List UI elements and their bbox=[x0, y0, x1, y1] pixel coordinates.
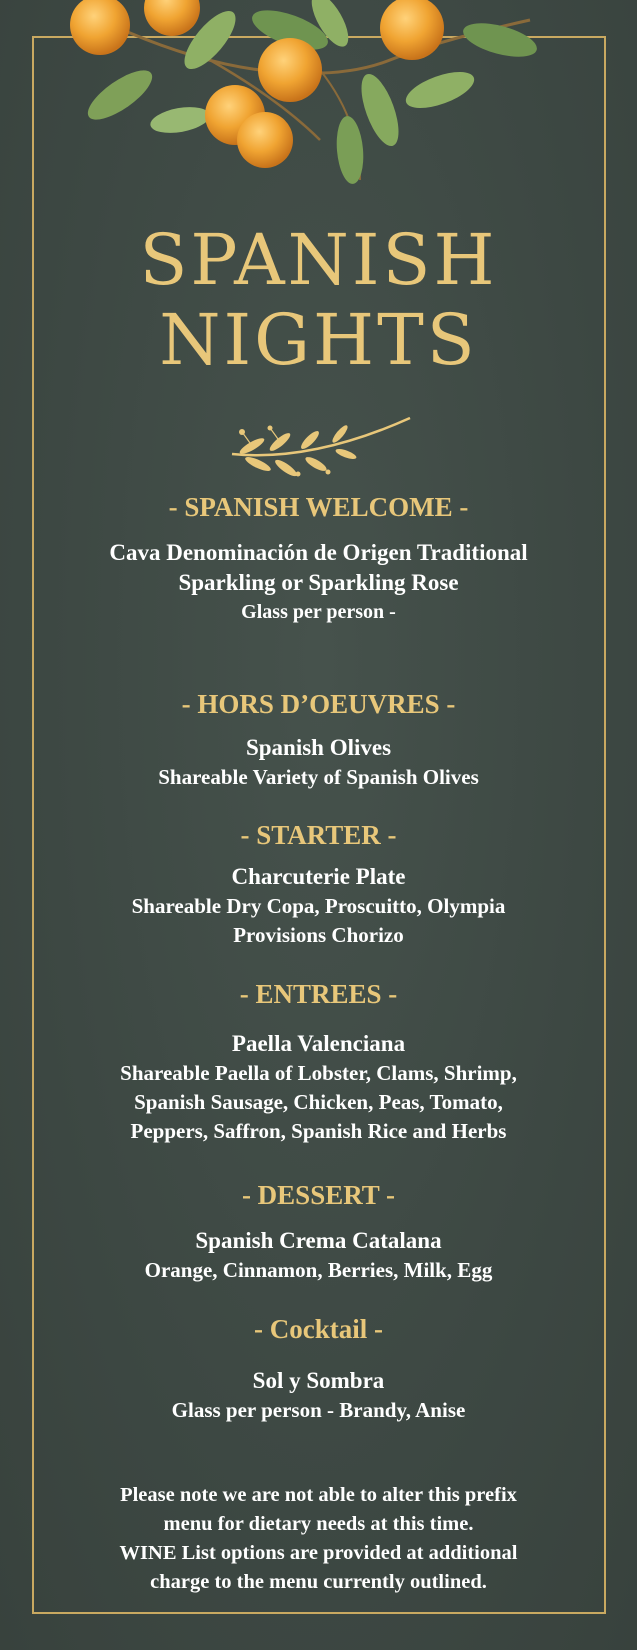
item-name: Paella Valenciana bbox=[231, 1031, 406, 1056]
item-desc: Sparkling or Sparkling Rose bbox=[178, 570, 459, 595]
item-desc: Spanish Sausage, Chicken, Peas, Tomato, bbox=[134, 1090, 503, 1114]
item-desc: Orange, Cinnamon, Berries, Milk, Egg bbox=[144, 1258, 493, 1282]
section-heading: - Cocktail - bbox=[254, 1314, 383, 1344]
item-desc: Shareable Variety of Spanish Olives bbox=[158, 765, 479, 789]
item-name: Cava Denominación de Origen Traditional bbox=[109, 540, 528, 565]
section-heading: - STARTER - bbox=[240, 820, 397, 850]
section-heading: - SPANISH WELCOME - bbox=[168, 492, 469, 522]
item-desc: Peppers, Saffron, Spanish Rice and Herbs bbox=[130, 1119, 507, 1143]
item-desc: Glass per person - bbox=[241, 601, 396, 623]
section-heading: - DESSERT - bbox=[241, 1180, 396, 1210]
item-name: Charcuterie Plate bbox=[231, 864, 406, 889]
note-line: Please note we are not able to alter this prefix bbox=[120, 1484, 517, 1506]
section-welcome bbox=[40, 490, 597, 626]
title-line-1: SPANISH bbox=[139, 219, 498, 301]
note-line: menu for dietary needs at this time. bbox=[163, 1513, 474, 1535]
section-starter bbox=[40, 818, 597, 950]
item-desc: Glass per person - Brandy, Anise bbox=[171, 1398, 466, 1422]
item-desc: Provisions Chorizo bbox=[233, 923, 404, 947]
item-desc: Shareable Paella of Lobster, Clams, Shrimp, bbox=[120, 1061, 517, 1085]
section-cocktail bbox=[40, 1312, 597, 1425]
note-line: WINE List options are provided at additional bbox=[119, 1542, 518, 1564]
dietary-note bbox=[40, 1481, 597, 1597]
section-heading: - ENTREES - bbox=[239, 979, 398, 1009]
item-desc: Shareable Dry Copa, Proscuitto, Olympia bbox=[131, 894, 506, 918]
item-name: Sol y Sombra bbox=[252, 1368, 385, 1393]
section-entrees bbox=[40, 977, 597, 1146]
title-line-2: NIGHTS bbox=[159, 299, 478, 381]
item-name: Spanish Crema Catalana bbox=[195, 1228, 442, 1253]
note-line: charge to the menu currently outlined. bbox=[150, 1571, 487, 1593]
orange-branch-icon bbox=[60, 0, 580, 210]
item-name: Spanish Olives bbox=[245, 735, 392, 760]
section-hors-doeuvres bbox=[40, 687, 597, 792]
section-heading: - HORS D’OEUVRES - bbox=[181, 689, 456, 719]
section-dessert bbox=[40, 1178, 597, 1285]
olive-sprig-icon bbox=[222, 410, 418, 482]
